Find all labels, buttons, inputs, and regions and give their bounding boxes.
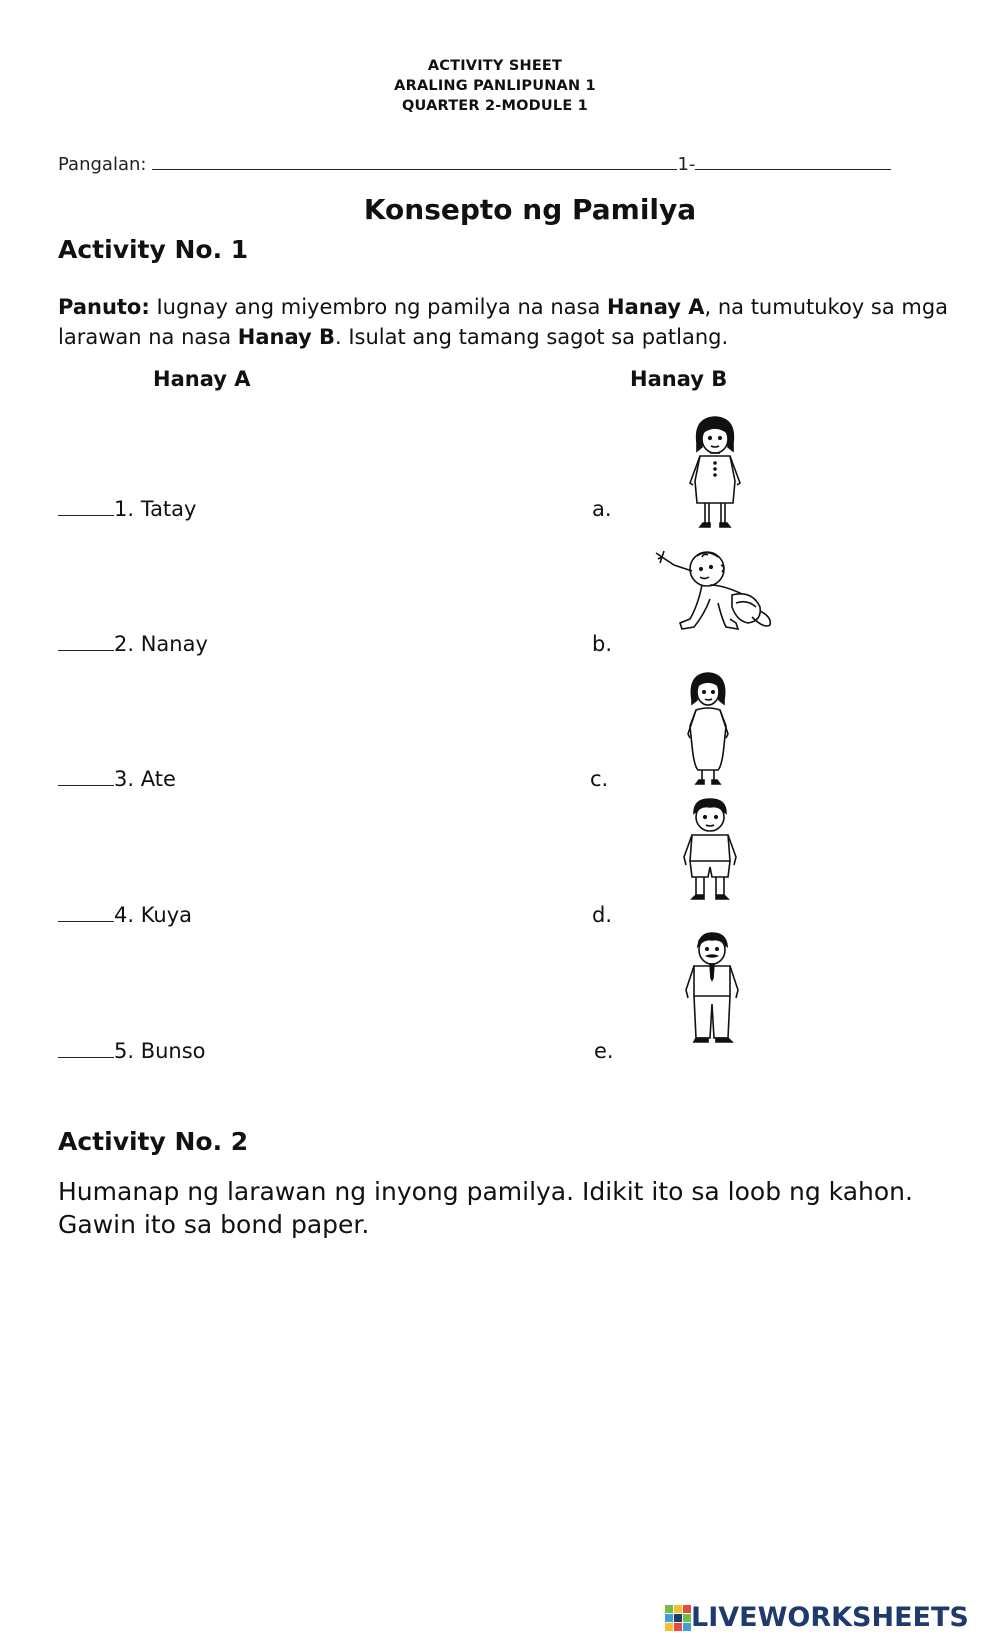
logo-text: LIVEWORKSHEETS <box>691 1602 969 1633</box>
instruction-bold-1: Hanay A <box>607 295 705 319</box>
item-label: 2. Nanay <box>114 632 208 656</box>
header-line-1: ACTIVITY SHEET <box>427 58 563 74</box>
item-label: 4. Kuya <box>114 903 193 927</box>
section-field[interactable] <box>695 153 891 170</box>
match-item-1 <box>58 497 196 521</box>
match-item-5 <box>58 1039 206 1063</box>
instruction-text-1: Iugnay ang miyembro ng pamilya na nasa <box>149 295 607 319</box>
logo-grid-icon <box>665 1605 691 1631</box>
instruction-text-3: . Isulat ang tamang sagot sa patlang. <box>335 325 729 349</box>
sheet-header <box>0 56 1000 116</box>
activity-1-instructions <box>58 292 958 352</box>
answer-blank-5[interactable] <box>58 1041 114 1058</box>
instruction-label: Panuto: <box>58 295 150 319</box>
liveworksheets-logo <box>665 1603 969 1633</box>
crawling-baby-icon <box>652 545 777 645</box>
activity-2-heading: Activity No. 2 <box>58 1127 249 1156</box>
answer-blank-4[interactable] <box>58 905 114 922</box>
header-line-2: ARALING PANLIPUNAN 1 <box>394 78 596 94</box>
boy-figure-icon <box>670 795 750 910</box>
activity-1-heading: Activity No. 1 <box>58 235 249 264</box>
option-letter-a: a. <box>592 497 612 521</box>
name-field[interactable] <box>152 153 677 170</box>
answer-blank-1[interactable] <box>58 499 114 516</box>
match-item-4 <box>58 903 192 927</box>
match-item-3 <box>58 767 176 791</box>
match-item-2 <box>58 632 208 656</box>
page-title: Konsepto ng Pamilya <box>363 193 697 226</box>
activity-2-instructions: Humanap ng larawan ng inyong pamilya. Idikit ito sa loob ng kahon. Gawin ito sa bond paper. <box>58 1177 913 1239</box>
answer-blank-2[interactable] <box>58 634 114 651</box>
header-line-3: QUARTER 2-MODULE 1 <box>402 98 588 114</box>
name-line <box>58 153 891 175</box>
instruction-bold-2: Hanay B <box>237 325 335 349</box>
section-prefix: 1- <box>677 154 696 175</box>
column-a-heading: Hanay A <box>153 367 251 391</box>
item-label: 1. Tatay <box>114 497 197 521</box>
item-label: 5. Bunso <box>114 1039 206 1063</box>
option-letter-c: c. <box>590 767 609 791</box>
man-figure-icon <box>672 930 752 1050</box>
girl-figure-icon <box>670 413 760 533</box>
name-label: Pangalan: <box>58 154 147 175</box>
instruction-text-2: , na tumutukoy sa mga larawan na nasa <box>58 295 949 349</box>
item-label: 3. Ate <box>114 767 176 791</box>
woman-figure-icon <box>672 670 744 790</box>
column-b-heading: Hanay B <box>630 367 728 391</box>
option-letter-e: e. <box>594 1039 614 1063</box>
option-letter-d: d. <box>592 903 613 927</box>
option-letter-b: b. <box>592 632 613 656</box>
answer-blank-3[interactable] <box>58 769 114 786</box>
